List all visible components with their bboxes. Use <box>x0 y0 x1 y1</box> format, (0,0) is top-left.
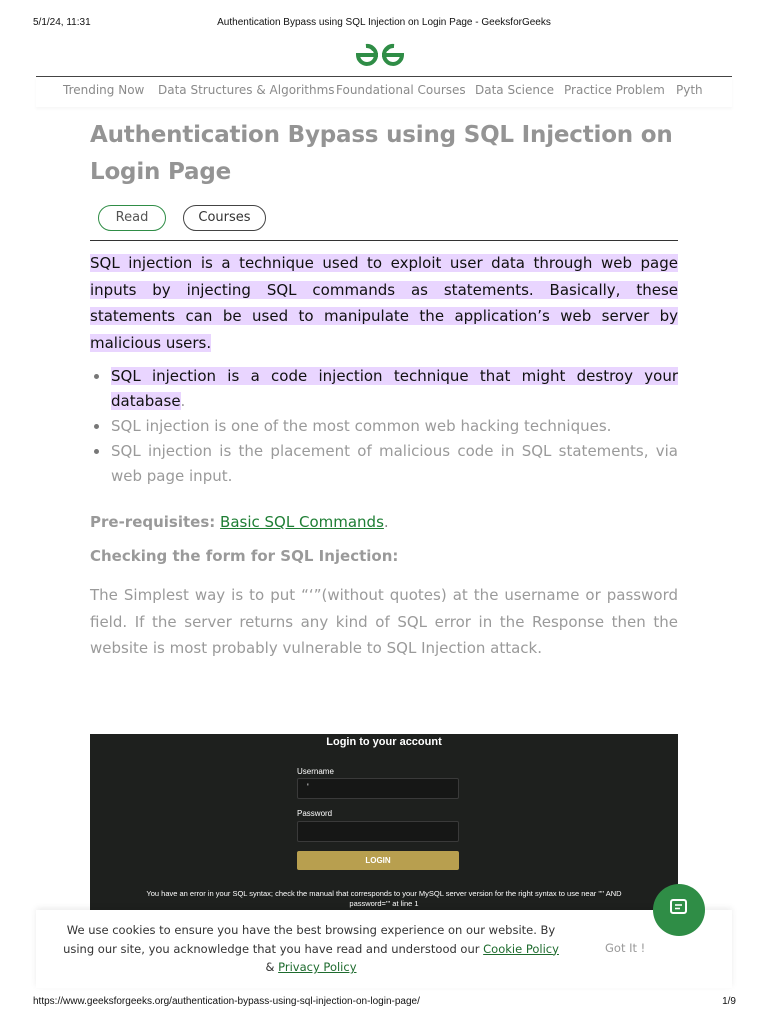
nav-item-foundational-courses[interactable]: Foundational Courses <box>336 83 466 97</box>
print-page-title: Authentication Bypass using SQL Injection on Login Page - GeeksforGeeks <box>217 17 551 28</box>
bullet-suffix: . <box>180 392 186 410</box>
screenshot-login-button: LOGIN <box>297 851 459 870</box>
article-title: Authentication Bypass using SQL Injection on Login Page <box>90 122 673 185</box>
nav-item-trending-now[interactable]: Trending Now <box>63 83 145 97</box>
title-divider <box>90 240 678 241</box>
read-tab[interactable]: Read <box>98 205 166 231</box>
cookie-message <box>60 921 562 977</box>
print-datetime: 5/1/24, 11:31 <box>33 17 91 28</box>
login-screenshot-image <box>90 734 678 910</box>
cookie-banner <box>36 910 732 988</box>
cookie-ampersand: & <box>265 960 275 974</box>
gfg-logo-icon[interactable] <box>353 42 407 68</box>
screenshot-sql-error-line-2: password=''' at line 1 <box>349 899 419 908</box>
section-heading: Checking the form for SQL Injection: <box>90 547 399 565</box>
prerequisites-label: Pre-requisites: <box>90 513 216 531</box>
basic-sql-commands-link[interactable]: Basic SQL Commands <box>220 513 384 531</box>
top-nav <box>36 77 732 107</box>
screenshot-password-field <box>297 821 459 842</box>
privacy-policy-link[interactable]: Privacy Policy <box>278 960 357 974</box>
screenshot-login-title: Login to your account <box>326 736 442 748</box>
courses-tab[interactable]: Courses <box>183 205 266 231</box>
cookie-message-text: We use cookies to ensure you have the best browsing experience on our website. By using our site, you acknowledge that you have read and understood our <box>63 923 556 956</box>
prerequisites-suffix: . <box>383 513 389 531</box>
chat-button[interactable] <box>653 884 705 936</box>
screenshot-password-label: Password <box>297 809 333 818</box>
screenshot-sql-error-line-1: You have an error in your SQL syntax; check the manual that corresponds to your MySQL server version for the right syntax to use near '''' AND <box>146 889 622 898</box>
list-item <box>90 364 678 414</box>
bullet-highlight: SQL injection is a code injection technique that might destroy your database <box>111 367 678 410</box>
screenshot-username-field: ' <box>297 778 459 799</box>
print-page-number: 1/9 <box>722 996 736 1007</box>
screenshot-sql-error <box>110 889 658 909</box>
nav-item-data-science[interactable]: Data Science <box>475 83 554 97</box>
intro-highlight: SQL injection is a technique used to exploit user data through web page inputs by injecting SQL commands as statements. Basically, these statements can be used to manipulate the application’s web server by malicious users. <box>90 254 678 353</box>
screenshot-username-label: Username <box>297 767 334 776</box>
print-url: https://www.geeksforgeeks.org/authentication-bypass-using-sql-injection-on-login-page/ <box>33 996 420 1007</box>
print-header <box>0 17 768 31</box>
list-item: SQL injection is the placement of malicious code in SQL statements, via web page input. <box>90 439 678 489</box>
bullet-list <box>90 364 678 489</box>
got-it-button[interactable]: Got It ! <box>605 941 646 955</box>
nav-item-dsa[interactable]: Data Structures & Algorithms <box>158 83 335 97</box>
cookie-policy-link[interactable]: Cookie Policy <box>483 941 559 956</box>
intro-paragraph <box>90 250 678 357</box>
prerequisites-line <box>90 513 389 531</box>
chat-icon <box>668 897 690 923</box>
print-footer <box>0 996 768 1010</box>
nav-item-practice-problem[interactable]: Practice Problem <box>564 83 665 97</box>
simple-way-paragraph: The Simplest way is to put “‘”(without quotes) at the username or password field. If the server returns any kind of SQL error in the Response then the website is most probably vulnerable to SQL Injection attack. <box>90 586 678 657</box>
list-item: SQL injection is one of the most common web hacking techniques. <box>90 414 678 439</box>
nav-item-python[interactable]: Pyth <box>676 83 703 97</box>
